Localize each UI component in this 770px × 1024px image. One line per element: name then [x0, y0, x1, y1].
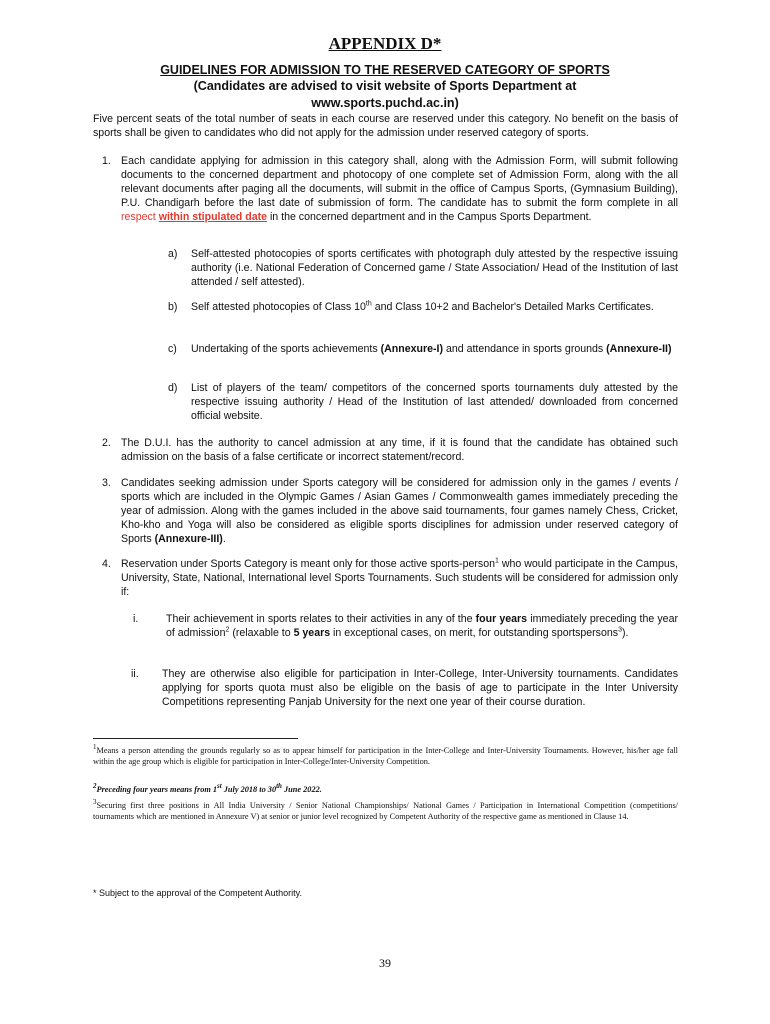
footnote-3-text: Securing first three positions in All India University / Senior National Championships/ National Games / Participation in International Competition (competitions/ tournaments which are mentioned in Annexure V) at senior or junior level recognized by Competent Authority of the respective game as mentioned in Clause 14. [93, 801, 678, 821]
footnote-2-part2: July 2018 to 30 [221, 785, 277, 794]
sub-item-a-text: Self-attested photocopies of sports certificates with photograph duly attested by the respective issuing authority (i.e. National Federation of Concerned game / State Association/ Head of the Institution of last attended / self attested). [191, 248, 678, 288]
footnote-divider [93, 738, 298, 739]
sub-item-d-label: d) [168, 382, 178, 394]
roman-i-part3: (relaxable to [229, 627, 294, 639]
roman-i-part5: ). [621, 627, 629, 639]
footnote-2-sup1: st [217, 782, 222, 791]
item-1-red-word: respect [121, 211, 156, 223]
item-4-part2: who would participate in the Campus, University, State, National, International level Sports Tournaments. Such students will be considered for admission only if: [121, 558, 678, 598]
item-3-body: Candidates seeking admission under Sports category will be considered for admission only in the games / events / sports which are included in the Olympic Games / Asian Games / Commonwealth games immediately preceding the year of admission. Along with the games included in the above said tournaments, four games namely Chess, Cricket, Kho-kho and Yoga will also be considered as eligible sports disciplines for admission under reserved category of Sports [121, 477, 678, 545]
footnote-ref-3: 3 [618, 626, 622, 634]
four-years-emphasis: four years [475, 613, 528, 625]
sub-item-b-part1: Self attested photocopies of Class 10 [191, 301, 366, 313]
item-1-deadline-emphasis: within stipulated date [158, 211, 267, 223]
item-1-number: 1. [102, 155, 111, 167]
footnote-2-mark: 2 [93, 782, 97, 791]
sub-item-c-part2: and attendance in sports grounds [443, 343, 607, 355]
footnote-2 [93, 784, 678, 795]
intro-paragraph: Five percent seats of the total number of seats in each course are reserved under this category. No benefit on the basis of sports shall be given to candidates who did not apply for the admission under reserved category of sports. [93, 113, 678, 139]
footnote-1 [93, 745, 678, 767]
roman-ii-text: They are otherwise also eligible for participation in Inter-College, Inter-University tournaments. Candidates applying for sports quota must also be eligible on the basis of age to participate in the Inter University Competitions representing Panjab University for the next one year of their course duration. [162, 668, 678, 708]
sub-item-c-text [191, 342, 678, 356]
footnote-1-text: Means a person attending the grounds regularly so as to appear himself for participation in the Inter-College and Inter-University Tournaments. However, his/her age fall within the age group which is eligible for participation in Inter-College/Inter-University Competition. [93, 746, 678, 766]
item-1-tail: in the concerned department and in the Campus Sports Department. [269, 211, 592, 223]
page-number: 39 [379, 956, 391, 970]
subheading-line1: (Candidates are advised to visit website of Sports Department at [193, 79, 577, 93]
footnote-2-part3: June 2022. [281, 785, 322, 794]
approval-note: * Subject to the approval of the Competent Authority. [93, 888, 302, 898]
sub-item-d-text: List of players of the team/ competitors of the concerned sports tournaments duly attested by the respective issuing authority / Head of the Institution of last attended/ downloaded from concerned official website. [191, 382, 678, 422]
footnote-ref-1: 1 [495, 557, 499, 565]
sub-item-c-label: c) [168, 343, 177, 355]
five-years-emphasis: 5 years [293, 627, 331, 639]
footnote-1-mark: 1 [93, 743, 97, 752]
item-3-text [121, 476, 678, 546]
appendix-title: APPENDIX D* [328, 34, 442, 53]
footnote-3 [93, 800, 678, 822]
roman-i-text [166, 612, 678, 640]
footnote-2-part1: Preceding four years means from 1 [96, 785, 218, 794]
item-1-body: Each candidate applying for admission in this category shall, along with the Admission Form, will submit following documents to the concerned department and photocopy of one complete set of Admission Form, along with the all relevant documents after paging all the documents, will submit in the office of Campus Sports, (Gymnasium Building), P.U. Chandigarh before the last date of submission of form. The candidate has to submit the form complete in all [121, 155, 678, 209]
item-2-text: The D.U.I. has the authority to cancel admission at any time, if it is found that the candidate has obtained such admission on the basis of a false certificate or incorrect statement/record. [121, 437, 678, 463]
subheading-website: www.sports.puchd.ac.in) [311, 96, 459, 110]
item-3-end: . [222, 533, 226, 545]
item-3-number: 3. [102, 477, 111, 489]
annexure-i-ref: (Annexure-I) [380, 343, 444, 355]
item-4-number: 4. [102, 558, 111, 570]
sub-item-b-label: b) [168, 301, 178, 313]
annexure-iii-ref: (Annexure-III) [154, 533, 223, 545]
sub-item-c-part1: Undertaking of the sports achievements [191, 343, 381, 355]
item-2-number: 2. [102, 437, 111, 449]
roman-i-label: i. [133, 613, 139, 625]
roman-i-part2: immediately preceding the year of admission [166, 613, 678, 639]
roman-i-part4: in exceptional cases, on merit, for outstanding sportspersons [330, 627, 619, 639]
item-1-text [121, 154, 678, 224]
sub-item-b-part2: and Class 10+2 and Bachelor's Detailed Marks Certificates. [371, 301, 654, 313]
sub-item-a-label: a) [168, 248, 178, 260]
footnote-3-mark: 3 [93, 798, 97, 807]
footnote-ref-2: 2 [225, 626, 230, 634]
annexure-ii-ref: (Annexure-II) [606, 343, 672, 355]
roman-ii-label: ii. [131, 668, 139, 680]
footnote-2-sup2: th [276, 782, 282, 791]
sub-item-b-sup: th [365, 300, 372, 308]
item-4-text [121, 557, 678, 599]
guidelines-heading: GUIDELINES FOR ADMISSION TO THE RESERVED CATEGORY OF SPORTS [160, 63, 610, 77]
roman-i-part1: Their achievement in sports relates to their activities in any of the [166, 613, 476, 625]
item-4-part1: Reservation under Sports Category is meant only for those active sports-person [121, 558, 496, 570]
sub-item-b-text [191, 300, 678, 314]
